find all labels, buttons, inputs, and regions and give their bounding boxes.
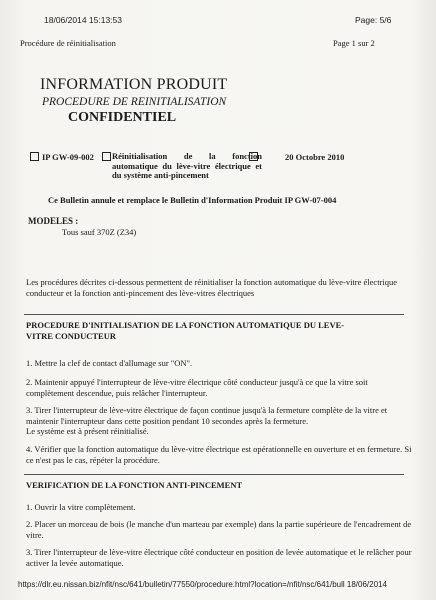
- section1-step: Le système est à présent réinitialisé.: [26, 426, 149, 436]
- section1-step: 3. Tirer l'interrupteur de lève-vitre électrique de façon continue jusqu'à la fermeture complète de la vitre et maintenir l'interrupteur dans cette position pendant 10 secondes après la fermeture.: [26, 405, 388, 426]
- checkbox-icon: [30, 152, 39, 161]
- section2-step: 2. Placer un morceau de bois (le manche d'un marteau par exemple) dans la partie supérieure de l'encadrement de vitre.: [26, 519, 412, 540]
- section2-step: 1. Ouvrir la vitre complètement.: [26, 502, 136, 512]
- footer-url: https://dlr.eu.nissan.biz/nfit/nsc/641/bulletin/77550/procedure.html?location=/nfit/nsc/641/bull 18/06/2014: [18, 580, 387, 589]
- procedure-heading: PROCEDURE DE REINITIALISATION: [42, 96, 227, 108]
- print-date: 18/06/2014 15:13:53: [44, 15, 122, 25]
- bulletin-note: Ce Bulletin annule et remplace le Bulletin d'Information Produit IP GW-07-004: [48, 195, 337, 205]
- section1-step: 2. Maintenir appuyé l'interrupteur de lève-vitre électrique côté conducteur jusqu'à ce que la vitre soit complètement descendue, puis relâcher l'interrupteur.: [26, 377, 368, 398]
- confidential-heading: CONFIDENTIEL: [68, 110, 177, 125]
- models-value: Tous sauf 370Z (Z34): [62, 227, 137, 237]
- checkbox-icon: [102, 152, 111, 161]
- section1-step: 1. Mettre la clef de contact d'allumage sur "ON".: [26, 358, 193, 368]
- print-page-number: Page: 5/6: [355, 15, 392, 25]
- reference-code: IP GW-09-002: [30, 152, 94, 162]
- reference-description: Réinitialisation de la fonction automatique du lève-vitre électrique et du système anti-pincement: [112, 151, 262, 180]
- intro-paragraph: Les procédures décrites ci-dessous permettent de réinitialiser la fonction automatique du lève-vitre électrique conducteur et la fonction anti-pincement des lève-vitres électriques: [26, 277, 398, 298]
- reference-date: 20 Octobre 2010: [285, 152, 345, 162]
- section1-step: 4. Vérifier que la fonction automatique du lève-vitre électrique est opérationnelle en ouverture et en fermeture. Si ce n'est pas le cas, répéter la procédure.: [26, 444, 412, 465]
- divider: [24, 314, 404, 315]
- document-page-number: Page 1 sur 2: [333, 38, 375, 48]
- section2-step: 3. Tirer l'interrupteur de lève-vitre électrique côté conducteur en position de levée automatique et le relâcher pour activer la levée automatique.: [26, 547, 412, 568]
- document-title: Procédure de réinitialisation: [20, 38, 116, 48]
- models-label: MODELES :: [28, 216, 79, 226]
- checkbox-icon: [249, 152, 258, 161]
- info-heading: INFORMATION PRODUIT: [40, 76, 228, 93]
- section1-heading: PROCEDURE D'INITIALISATION DE LA FONCTION AUTOMATIQUE DU LEVE-VITRE CONDUCTEUR: [26, 320, 345, 341]
- divider: [24, 474, 404, 475]
- section2-heading: VERIFICATION DE LA FONCTION ANTI-PINCEMENT: [26, 480, 243, 490]
